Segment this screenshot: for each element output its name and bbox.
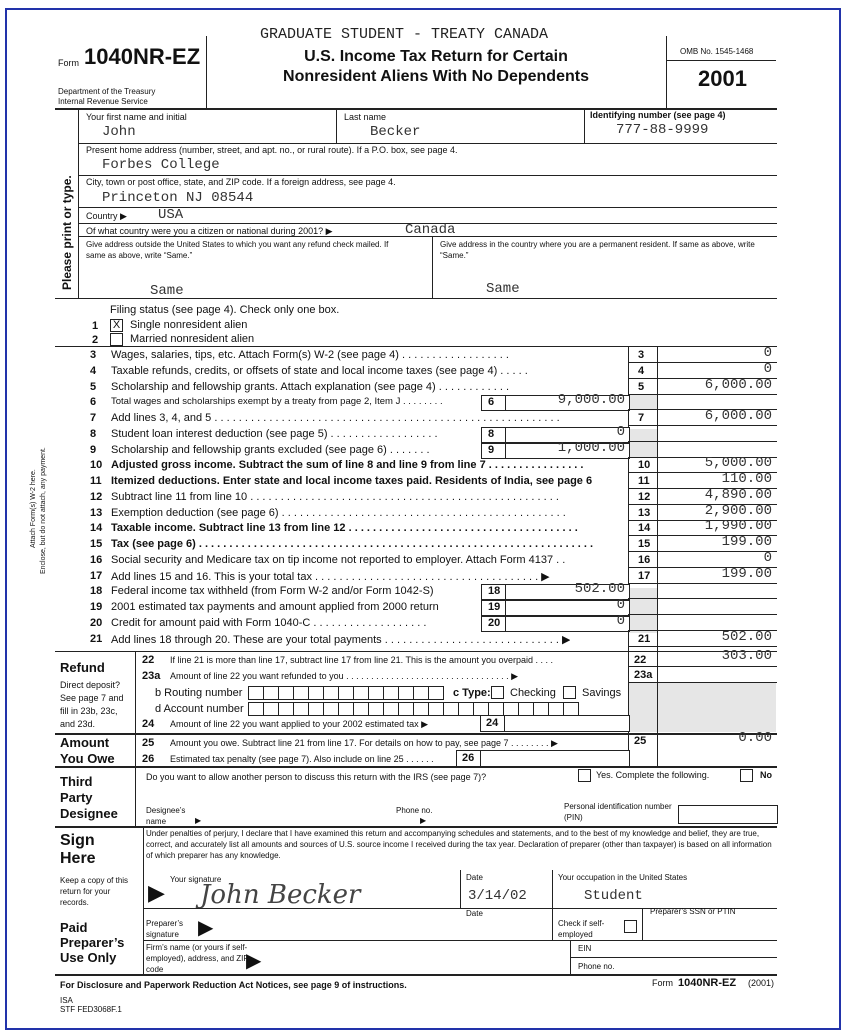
line23a-box-label: 23a xyxy=(634,669,653,681)
form-number: 1040NR-EZ xyxy=(84,44,201,69)
digit-box[interactable] xyxy=(278,686,294,700)
routing-number-label: b Routing number xyxy=(155,687,243,699)
digit-box[interactable] xyxy=(338,686,354,700)
citizen-label: Of what country were you a citizen or national during 2001? ▶ xyxy=(86,226,333,236)
print-or-type-label: Please print or type. xyxy=(60,175,74,290)
single-label: Single nonresident alien xyxy=(130,319,248,331)
line23a-text: Amount of line 22 you want refunded to you . . . . . . . . . . . . . . . . . . . . . . . . . . . . . . . . . ▶ xyxy=(170,671,519,681)
digit-box[interactable] xyxy=(458,702,474,716)
preparer-ssn-label: Preparer’s SSN or PTIN xyxy=(650,907,736,916)
line6-inner-box xyxy=(481,395,507,411)
digit-box[interactable] xyxy=(368,702,384,716)
designee-no-checkbox[interactable] xyxy=(740,769,753,782)
line18-inner-amount[interactable]: 502.00 xyxy=(574,581,625,597)
line4-box-label: 4 xyxy=(638,365,645,377)
line10-box-label: 10 xyxy=(638,459,651,471)
line9-inner-amount-box[interactable] xyxy=(505,440,630,459)
line25-amount[interactable]: 0.00 xyxy=(738,730,772,746)
digit-box[interactable] xyxy=(428,702,444,716)
designee-arrow-icon: ▶ xyxy=(195,816,202,825)
line11-text: Itemized deductions. Enter state and local income taxes paid. Residents of India, see page 6 xyxy=(111,475,593,487)
line12-amount[interactable]: 4,890.00 xyxy=(704,487,772,503)
digit-box[interactable] xyxy=(308,702,324,716)
line20-number: 20 xyxy=(90,617,103,629)
account-number-label: d Account number xyxy=(155,703,244,715)
line22-number: 22 xyxy=(142,654,155,666)
digit-box[interactable] xyxy=(353,702,369,716)
line26-box: 26 xyxy=(456,750,482,767)
line18-text: Federal income tax withheld (from Form W-2 and/or Form 1042-S) xyxy=(111,585,434,597)
designee-yes-label: Yes. Complete the following. xyxy=(596,770,710,780)
firm-arrow-icon: ▶ xyxy=(246,950,262,972)
digit-box[interactable] xyxy=(263,686,279,700)
line21-number: 21 xyxy=(90,633,103,645)
footer-form-number: 1040NR-EZ xyxy=(678,977,737,989)
digit-box[interactable] xyxy=(248,702,264,716)
designee-pin-label: Personal identification number (PIN) xyxy=(564,802,672,822)
line17-box-label: 17 xyxy=(638,570,651,582)
line6-text: Total wages and scholarships exempt by a treaty from page 2, Item J . . . . . . . . xyxy=(111,396,443,407)
line13-number: 13 xyxy=(90,507,103,519)
direct-deposit-note2: See page 7 and xyxy=(60,693,124,703)
citizen-field[interactable]: Canada xyxy=(405,222,456,238)
line19-inner-amount-box[interactable] xyxy=(505,597,630,616)
line3-box-label: 3 xyxy=(638,349,645,361)
line10-amount[interactable]: 5,000.00 xyxy=(704,455,772,471)
line14-text: Taxable income. Subtract line 13 from line 12 . . . . . . . . . . . . . . . . . . . . . . . . . . . . . . . . . . . . . . xyxy=(111,522,578,534)
self-employed-label: Check if self-employed xyxy=(558,919,605,939)
digit-box[interactable] xyxy=(383,702,399,716)
line8-inner-amount[interactable]: 0 xyxy=(616,424,625,440)
line15-box-label: 15 xyxy=(638,538,651,550)
line23a-number: 23a xyxy=(142,670,161,682)
line6-inner-amount[interactable]: 9,000.00 xyxy=(557,392,625,408)
digit-box[interactable] xyxy=(518,702,534,716)
line18-inner-amount-box[interactable] xyxy=(505,581,630,600)
refund-heading: Refund xyxy=(60,660,105,675)
line19-inner-amount[interactable]: 0 xyxy=(616,597,625,613)
paid-preparer-heading1: Paid xyxy=(60,920,88,935)
line4-text: Taxable refunds, credits, or offsets of state and local income taxes (see page 4) . . . . . xyxy=(111,365,528,377)
line22-box-label: 22 xyxy=(634,654,647,666)
city-label: City, town or post office, state, and ZIP code. If a foreign address, see page 4. xyxy=(86,177,396,187)
digit-box[interactable] xyxy=(338,702,354,716)
line25-box-label: 25 xyxy=(634,735,647,747)
line16-amount[interactable]: 0 xyxy=(763,550,772,566)
line16-text: Social security and Medicare tax on tip income not reported to employer. Attach Form 4137 . . xyxy=(111,554,566,566)
line6-number: 6 xyxy=(90,396,97,408)
disclosure-notice: For Disclosure and Paperwork Reduction Act Notices, see page 9 of instructions. xyxy=(60,980,407,990)
date-label: Date xyxy=(466,873,483,882)
line3-text: Wages, salaries, tips, etc. Attach Form(s) W-2 (see page 4) . . . . . . . . . . . . . . . . . . xyxy=(111,349,509,361)
digit-box[interactable] xyxy=(413,686,429,700)
digit-box[interactable] xyxy=(563,702,579,716)
line18-number: 18 xyxy=(90,585,103,597)
form-word: Form xyxy=(58,58,79,68)
line26-text: Estimated tax penalty (see page 7). Also include on line 25 . . . . . . xyxy=(170,754,434,764)
line17-text: Add lines 15 and 16. This is your total tax . . . . . . . . . . . . . . . . . . . . . . . . . . . . . . . . . . . . . ▶ xyxy=(111,571,550,583)
line4-amount[interactable]: 0 xyxy=(763,361,772,377)
city-field[interactable]: Princeton NJ 08544 xyxy=(102,190,254,206)
line25-text: Amount you owe. Subtract line 21 from line 17. For details on how to pay, see page 7 . . . . . . . . ▶ xyxy=(170,738,558,748)
line5-text: Scholarship and fellowship grants. Attach explanation (see page 4) . . . . . . . . . . . . xyxy=(111,381,510,393)
line16-number: 16 xyxy=(90,554,103,566)
paid-preparer-heading2: Preparer’s xyxy=(60,935,125,950)
line19-inner-label: 19 xyxy=(488,601,501,613)
line9-text: Scholarship and fellowship grants excluded (see page 6) . . . . . . . xyxy=(111,444,430,456)
line21-text: Add lines 18 through 20. These are your total payments . . . . . . . . . . . . . . . . . . . . . . . . . . . . . ▶ xyxy=(111,634,571,646)
id-number-field[interactable]: 777-88-9999 xyxy=(616,122,709,138)
line20-inner-amount[interactable]: 0 xyxy=(616,613,625,629)
checking-checkbox[interactable] xyxy=(491,686,504,699)
preparer-signature-label: Preparer’s signature xyxy=(146,919,184,939)
line19-number: 19 xyxy=(90,601,103,613)
digit-box[interactable] xyxy=(548,702,564,716)
digit-box[interactable] xyxy=(428,686,444,700)
line7-number: 7 xyxy=(90,412,97,424)
perjury-declaration: Under penalties of perjury, I declare that I have examined this return and accompanying schedules and statements, and to the best of my knowledge and belief, they are true, correct, and accurately list all amounts and sources of U.S. source income I received during the tax year. Declaration of preparer (other than taxpayer) is based on all information of which preparer has any knowledge. xyxy=(146,829,772,860)
line14-box-label: 14 xyxy=(638,522,651,534)
line7-text: Add lines 3, 4, and 5 . . . . . . . . . . . . . . . . . . . . . . . . . . . . . . . . . . . . . . . . . . . . . . . . . . . . . . . . . xyxy=(111,412,560,424)
occupation-label: Your occupation in the United States xyxy=(558,873,688,882)
line25-number: 25 xyxy=(142,737,155,749)
line19-rule xyxy=(628,614,777,615)
home-address-label: Present home address (number, street, and apt. no., or rural route). If a P.O. box, see page 4. xyxy=(86,145,458,155)
checking-label: Checking xyxy=(510,687,556,699)
digit-box[interactable] xyxy=(293,702,309,716)
line19-inner-box xyxy=(481,600,507,616)
line9-inner-box xyxy=(481,443,507,459)
signature-arrow-icon: ▶ xyxy=(148,880,165,905)
direct-deposit-note4: and 23d. xyxy=(60,719,96,729)
line17-amount[interactable]: 199.00 xyxy=(721,566,772,582)
line26-amount[interactable] xyxy=(480,750,630,767)
line21-rule xyxy=(628,646,777,647)
line20-inner-label: 20 xyxy=(488,617,501,629)
line7-rule xyxy=(628,425,777,426)
line12-number: 12 xyxy=(90,491,103,503)
digit-box[interactable] xyxy=(353,686,369,700)
designee-no-label: No xyxy=(760,770,772,780)
direct-deposit-note1: Direct deposit? xyxy=(60,680,121,690)
married-checkbox[interactable] xyxy=(110,333,123,346)
digit-box[interactable] xyxy=(473,702,489,716)
omb-number: OMB No. 1545-1468 xyxy=(680,47,754,56)
line14-number: 14 xyxy=(90,522,103,534)
line3-amount[interactable]: 0 xyxy=(763,345,772,361)
first-name-label: Your first name and initial xyxy=(86,112,187,122)
digit-box[interactable] xyxy=(323,686,339,700)
digit-box[interactable] xyxy=(368,686,384,700)
line5-amount[interactable]: 6,000.00 xyxy=(704,377,772,393)
line19-text: 2001 estimated tax payments and amount applied from 2000 return xyxy=(111,601,439,613)
designee-yes-checkbox[interactable] xyxy=(578,769,591,782)
outside-address-field[interactable]: Same xyxy=(150,283,184,299)
line24-box: 24 xyxy=(480,715,506,732)
savings-checkbox[interactable] xyxy=(563,686,576,699)
single-checkbox[interactable]: X xyxy=(110,319,123,332)
handwritten-annotation: GRADUATE STUDENT - TREATY CANADA xyxy=(260,26,549,43)
line17-rule xyxy=(628,583,777,584)
line7-box-label: 7 xyxy=(638,412,645,424)
digit-box[interactable] xyxy=(323,702,339,716)
title-line2: Nonresident Aliens With No Dependents xyxy=(283,68,589,85)
line20-inner-box xyxy=(481,616,507,632)
irs-label: Internal Revenue Service xyxy=(58,97,148,106)
line8-text: Student loan interest deduction (see page 5) . . . . . . . . . . . . . . . . . . xyxy=(111,428,438,440)
savings-label: Savings xyxy=(582,687,622,699)
sign-here-heading2: Here xyxy=(60,850,96,867)
line9-number: 9 xyxy=(90,444,97,456)
line15-number: 15 xyxy=(90,538,103,550)
line4-number: 4 xyxy=(90,365,97,377)
line5-number: 5 xyxy=(90,381,97,393)
line15-text: Tax (see page 6) . . . . . . . . . . . . . . . . . . . . . . . . . . . . . . . . . . . . . . . . . . . . . . . . . . . . . . . . . . . . . . . . . xyxy=(111,538,594,550)
designee-question: Do you want to allow another person to discuss this return with the IRS (see page 7)? xyxy=(146,772,487,782)
line21-amount[interactable]: 502.00 xyxy=(721,629,772,645)
line11-number: 11 xyxy=(90,475,102,487)
amount-you-owe-heading2: You Owe xyxy=(60,751,115,766)
line10-text: Adjusted gross income. Subtract the sum of line 8 and line 9 from line 7 . . . . . . . . . . . . . . . . xyxy=(111,459,584,471)
digit-box[interactable] xyxy=(488,702,504,716)
digit-box[interactable] xyxy=(443,702,459,716)
line14-amount[interactable]: 1,990.00 xyxy=(704,518,772,534)
country-field[interactable]: USA xyxy=(158,207,184,223)
preparer-arrow-icon: ▶ xyxy=(198,917,214,939)
line7-amount[interactable]: 6,000.00 xyxy=(704,408,772,424)
designee-name-label: Designee’s name xyxy=(146,806,186,826)
direct-deposit-note3: fill in 23b, 23c, xyxy=(60,706,118,716)
digit-box[interactable] xyxy=(398,686,414,700)
home-address-field[interactable]: Forbes College xyxy=(102,157,220,173)
married-label: Married nonresident alien xyxy=(130,333,255,345)
line3-number: 3 xyxy=(90,349,97,361)
digit-box[interactable] xyxy=(263,702,279,716)
line12-box-label: 12 xyxy=(638,491,651,503)
title-line1: U.S. Income Tax Return for Certain xyxy=(304,48,568,65)
ein-label: EIN xyxy=(578,944,592,953)
line8-rule xyxy=(628,441,777,442)
self-employed-checkbox[interactable] xyxy=(624,920,637,933)
taxpayer-signature[interactable]: John Becker xyxy=(200,880,361,910)
line8-inner-box xyxy=(481,427,507,443)
keep-copy-note: Keep a copy of this return for your records. xyxy=(60,876,129,907)
attach-w2-label: Attach Form(s) W-2 here. xyxy=(30,469,37,548)
digit-box[interactable] xyxy=(503,702,519,716)
third-party-heading2: Party xyxy=(60,790,93,805)
signature-date-field[interactable]: 3/14/02 xyxy=(468,888,527,904)
line5-box-label: 5 xyxy=(638,381,645,393)
line8-inner-label: 8 xyxy=(488,428,495,440)
line22-text: If line 21 is more than line 17, subtract line 17 from line 21. This is the amount you overpaid . . . . xyxy=(170,655,554,665)
line12-text: Subtract line 11 from line 10 . . . . . . . . . . . . . . . . . . . . . . . . . . . . . . . . . . . . . . . . . . . . . . . . . . . xyxy=(111,491,559,503)
designee-phone-label: Phone no. xyxy=(396,806,433,815)
dept-treasury: Department of the Treasury xyxy=(58,87,156,96)
digit-box[interactable] xyxy=(293,686,309,700)
line17-number: 17 xyxy=(90,570,103,582)
id-number-label: Identifying number (see page 4) xyxy=(590,110,726,120)
permanent-address-label: Give address in the country where you are a permanent resident. If same as above, write “Same.” xyxy=(440,240,755,260)
line20-text: Credit for amount paid with Form 1040-C . . . . . . . . . . . . . . . . . . . xyxy=(111,617,427,629)
line11-box-label: 11 xyxy=(638,475,650,487)
outside-address-label: Give address outside the United States to which you want any refund check mailed. If same as above, write “Same.” xyxy=(86,240,389,260)
permanent-address-field[interactable]: Same xyxy=(486,281,520,297)
your-signature-label: Your signature xyxy=(170,875,222,884)
line18-rule xyxy=(628,598,777,599)
line9-inner-amount[interactable]: 1,000.00 xyxy=(557,440,625,456)
line15-amount[interactable]: 199.00 xyxy=(721,534,772,550)
line11-amount[interactable]: 110.00 xyxy=(721,471,772,487)
third-party-heading3: Designee xyxy=(60,806,118,821)
filing-option1-number: 1 xyxy=(92,320,99,332)
last-name-field[interactable]: Becker xyxy=(370,124,421,140)
line8-number: 8 xyxy=(90,428,97,440)
preparer-date-label: Date xyxy=(466,909,483,918)
line16-box-label: 16 xyxy=(638,554,651,566)
line24-amount[interactable] xyxy=(504,715,630,732)
filing-status-heading: Filing status (see page 4). Check only one box. xyxy=(110,304,340,316)
filing-option2-number: 2 xyxy=(92,334,99,346)
line20-inner-amount-box[interactable] xyxy=(505,613,630,632)
line6-inner-amount-box[interactable] xyxy=(505,392,630,411)
line18-inner-box xyxy=(481,584,507,600)
paid-preparer-heading3: Use Only xyxy=(60,950,117,965)
line9-inner-label: 9 xyxy=(488,444,495,456)
enclose-payment-label: Enclose, but do not attach, any payment. xyxy=(40,447,47,574)
last-name-label: Last name xyxy=(344,112,387,122)
digit-box[interactable] xyxy=(308,686,324,700)
digit-box[interactable] xyxy=(383,686,399,700)
tax-year: 2001 xyxy=(698,66,747,91)
line18-inner-label: 18 xyxy=(488,585,501,597)
digit-box[interactable] xyxy=(413,702,429,716)
preparer-phone-label: Phone no. xyxy=(578,962,615,971)
designee-pin-field[interactable] xyxy=(678,805,778,824)
account-type-label: c Type: xyxy=(453,687,491,699)
third-party-heading1: Third xyxy=(60,774,93,789)
firm-name-label: Firm’s name (or yours if self-employed), address, and ZIP code xyxy=(146,943,249,974)
sign-here-heading1: Sign xyxy=(60,832,95,849)
line13-text: Exemption deduction (see page 6) . . . . . . . . . . . . . . . . . . . . . . . . . . . . . . . . . . . . . . . . . . . . . . . xyxy=(111,507,566,519)
amount-you-owe-heading1: Amount xyxy=(60,735,110,750)
first-name-field[interactable]: John xyxy=(102,124,136,140)
stf-code: STF FED3068F.1 xyxy=(60,1005,122,1014)
digit-box[interactable] xyxy=(248,686,264,700)
country-label: Country ▶ xyxy=(86,211,127,221)
line26-number: 26 xyxy=(142,753,155,765)
digit-box[interactable] xyxy=(278,702,294,716)
line10-number: 10 xyxy=(90,459,103,471)
line6-inner-label: 6 xyxy=(488,396,495,408)
digit-box[interactable] xyxy=(398,702,414,716)
line13-amount[interactable]: 2,900.00 xyxy=(704,503,772,519)
line24-number: 24 xyxy=(142,718,155,730)
line21-box-label: 21 xyxy=(638,633,651,645)
footer-form-year: (2001) xyxy=(748,978,775,988)
line13-box-label: 13 xyxy=(638,507,651,519)
digit-box[interactable] xyxy=(533,702,549,716)
line24-text: Amount of line 22 you want applied to your 2002 estimated tax ▶ xyxy=(170,719,429,729)
phone-arrow-icon: ▶ xyxy=(420,816,427,825)
occupation-field[interactable]: Student xyxy=(584,888,643,904)
line22-amount[interactable]: 303.00 xyxy=(721,648,772,664)
footer-form-word: Form xyxy=(652,978,673,988)
isa-label: ISA xyxy=(60,996,73,1005)
line5-rule xyxy=(628,394,777,395)
